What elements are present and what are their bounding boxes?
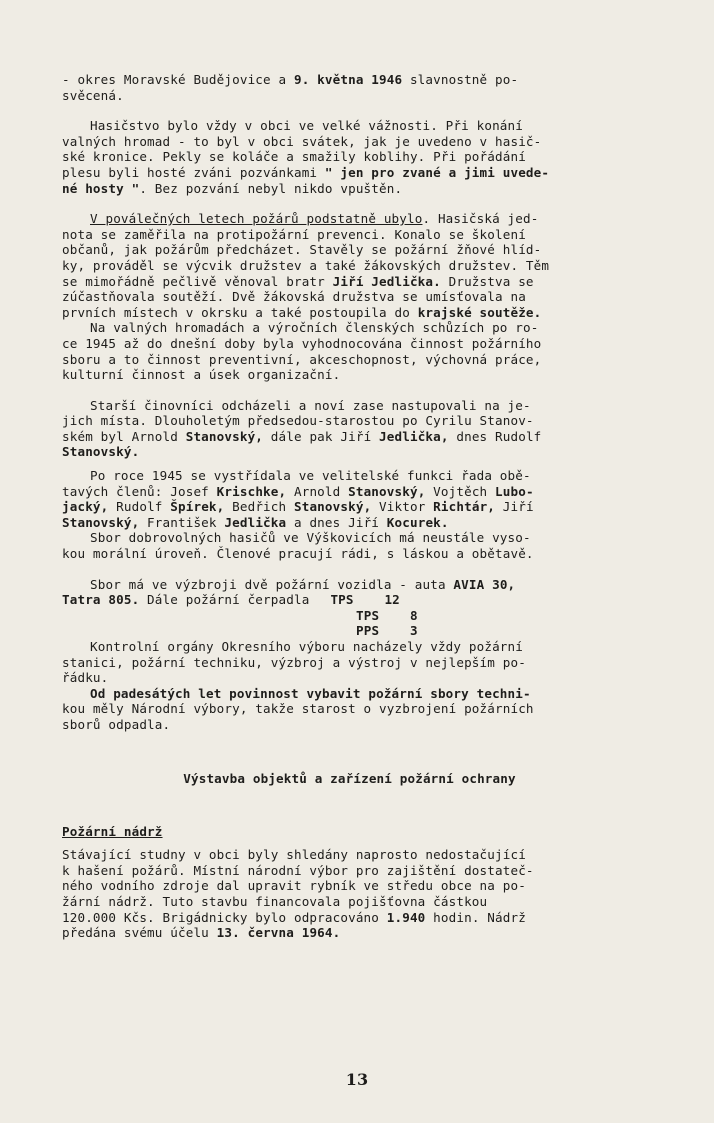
text-line: předána svému účelu 13. června 1964. (62, 925, 341, 941)
text-line: občanů, jak požárům předcházet. Stavěly se požární žňové hlíd- (62, 242, 542, 258)
text-line: se mimořádně pečlivě věnoval bratr Jiří Jedlička. Družstva se (62, 273, 534, 289)
text-line: Hasičstvo bylo vždy v obci ve velké vážnosti. Při konání (90, 118, 523, 134)
subsection-heading: Požární nádrž (62, 823, 163, 839)
paragraph-morale (62, 530, 637, 561)
text-line: řádku. (62, 670, 109, 686)
paragraph-postwar (62, 211, 637, 320)
text-line: stanici, požární techniku, výzbroj a výstroj v nejlepším po- (62, 654, 526, 670)
text-line: Sbor dobrovolných hasičů ve Výškovicích má neustále vyso- (90, 530, 531, 546)
paragraph-fire-reservoir (62, 847, 637, 941)
text-line: valných hromad - to byl v obci svátek, jak je uvedeno v hasič- (62, 133, 542, 149)
paragraph-inspection (62, 639, 637, 686)
text-line: jich místa. Dlouholetým předsedou-starostou po Cyrilu Stanov- (62, 413, 534, 429)
pump-name: TPS (356, 607, 380, 623)
text-line: prvních místech v okrsku a také postoupila do krajské soutěže. (62, 304, 542, 320)
text-line: žární nádrž. Tuto stavbu financovala pojišťovna částkou (62, 893, 488, 909)
text-line: ské kronice. Pekly se koláče a smažily koblihy. Při pořádání (62, 149, 526, 165)
text-line: ském byl Arnold Stanovský, dále pak Jiří Jedlička, dnes Rudolf (62, 428, 542, 444)
paragraph-officials (62, 398, 637, 460)
section-heading: Výstavba objektů a zařízení požární ochrany (183, 770, 516, 786)
pump-number: 12 (384, 592, 400, 608)
text-line: kou morální úroveň. Členové pracují rádi, s láskou a obětavě. (62, 546, 534, 562)
text-line: V poválečných letech požárů podstatně ubylo. Hasičská jed- (90, 211, 539, 227)
text-line: kulturní činnost a úsek organizační. (62, 367, 341, 383)
paragraph-equipment (62, 577, 637, 639)
text-line: nota se zaměřila na protipožární prevenci. Konalo se školení (62, 226, 526, 242)
page-number: 13 (345, 1070, 369, 1089)
paragraph-fifties (62, 686, 637, 733)
text-line: né hosty ". Bez pozvání nebyl nikdo vpuštěn. (62, 180, 403, 196)
document-page (62, 72, 637, 941)
paragraph-meetings (62, 320, 637, 382)
text-line: Stávající studny v obci byly shledány naprosto nedostačující (62, 847, 526, 863)
pump-row (62, 623, 637, 639)
text-line: Sbor má ve výzbroji dvě požární vozidla - auta AVIA 30, (90, 576, 516, 592)
text-line: sboru a to činnost preventivní, akceschopnost, výchovná práce, (62, 351, 542, 367)
pump-name: TPS (330, 592, 354, 608)
text-line: ce 1945 až do dnešní doby byla vyhodnocována činnost požárního (62, 335, 542, 351)
pump-number: 3 (410, 623, 418, 639)
text-line: Po roce 1945 se vystřídala ve velitelské funkci řada obě- (90, 468, 531, 484)
text-line: Stanovský, František Jedlička a dnes Jiří Kocurek. (62, 514, 449, 530)
text-line: Od padesátých let povinnost vybavit požární sbory techni- (90, 685, 531, 701)
text-line: Tatra 805. Dále požární čerpadla TPS 12 (62, 592, 400, 608)
pump-row (62, 608, 637, 624)
pump-number: 8 (410, 607, 418, 623)
text-line: tavých členů: Josef Krischke, Arnold Stanovský, Vojtěch Lubo- (62, 483, 534, 499)
paragraph-consecration (62, 72, 637, 103)
text-line: k hašení požárů. Místní národní výbor pro zajištění dostateč- (62, 862, 534, 878)
text-line: - okres Moravské Budějovice a 9. května 1946 slavnostně po- (62, 72, 519, 87)
text-line: plesu byli hosté zváni pozvánkami " jen pro zvané a jimi uvede- (62, 164, 550, 180)
paragraph-commanders (62, 468, 637, 530)
text-line: ného vodního zdroje dal upravit rybník ve středu obce na po- (62, 878, 526, 894)
text-line: 120.000 Kčs. Brigádnicky bylo odpracováno 1.940 hodin. Nádrž (62, 909, 526, 925)
pump-name: PPS (356, 623, 380, 639)
text-line: Na valných hromadách a výročních členských schůzích po ro- (90, 320, 539, 336)
text-line: jacký, Rudolf Špírek, Bedřich Stanovský, Viktor Richtár, Jiří (62, 499, 534, 515)
paragraph-respect (62, 118, 637, 196)
text-line: kou měly Národní výbory, takže starost o vyzbrojení požárních (62, 701, 534, 717)
text-line: ky, prováděl se výcvik družstev a také žákovských družstev. Těm (62, 257, 550, 273)
text-line: Kontrolní orgány Okresního výboru nacházely vždy požární (90, 639, 523, 654)
text-line: Starší činovníci odcházeli a noví zase nastupovali na je- (90, 397, 531, 413)
text-line: Stanovský. (62, 444, 140, 460)
text-line: sborů odpadla. (62, 716, 171, 732)
text-line: svěcená. (62, 87, 124, 103)
text-line: zúčastňovala soutěží. Dvě žákovská družstva se umísťovala na (62, 289, 526, 305)
